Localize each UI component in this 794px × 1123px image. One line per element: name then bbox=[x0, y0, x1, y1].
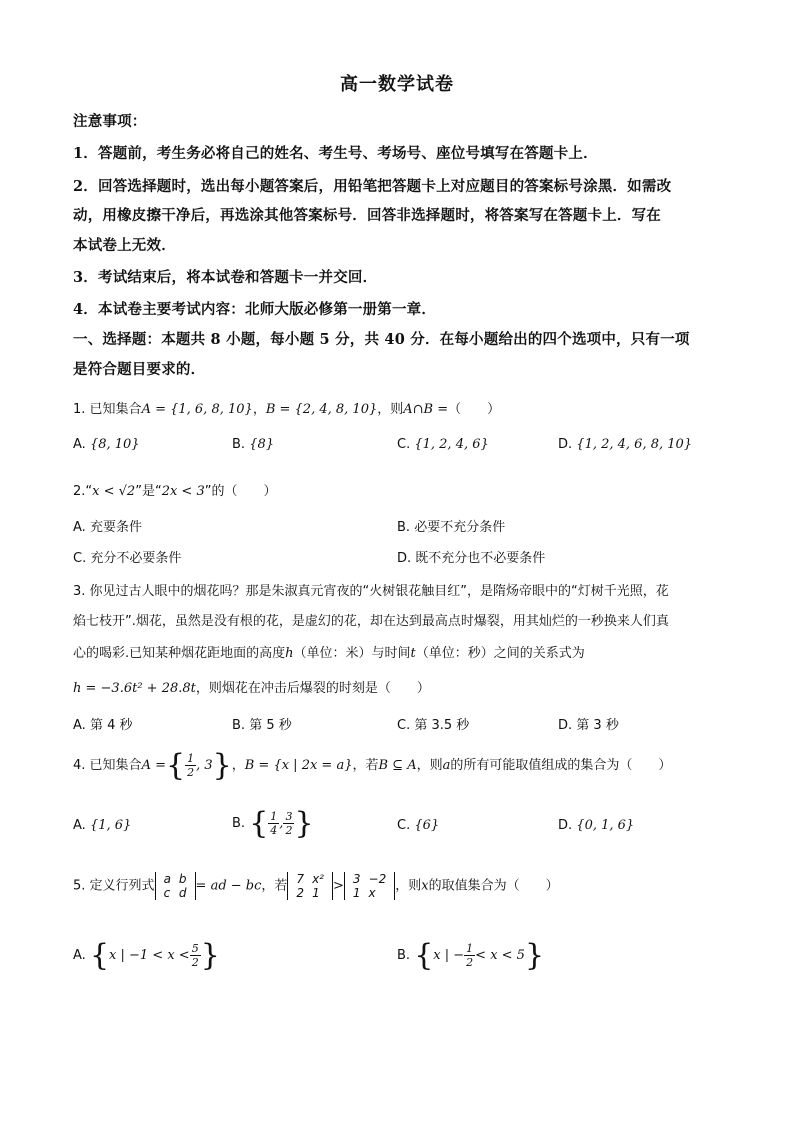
section-heading-line-2: 是符合题目要求的． bbox=[73, 361, 206, 378]
q2-close: ”的（ ） bbox=[204, 484, 277, 499]
q2-open-quote: “ bbox=[85, 484, 93, 499]
q2-number: 2. bbox=[73, 484, 86, 499]
q3-line-3: 心的喝彩.已知某种烟花距地面的高度h（单位：米）与时间t（单位：秒）之间的关系式为 bbox=[73, 646, 585, 661]
q3-formula: h = −3.6t² + 28.8t bbox=[73, 681, 196, 696]
q1-postfix: ，则 bbox=[377, 402, 404, 417]
q3-option-b[interactable]: B. 第 5 秒 bbox=[232, 718, 292, 733]
question-5: 5. 定义行列式 a b c d = ad − bc，若 7 x² 2 1 > 3 −2 1 x ，则x的取值集合为（ ） bbox=[73, 872, 559, 900]
q5-determinant-left: 7 x² 2 1 bbox=[287, 872, 333, 900]
q4-set-b: B = {x | 2x = a} bbox=[244, 758, 353, 773]
q2-option-d[interactable]: D. 既不充分也不必要条件 bbox=[397, 551, 546, 566]
notice-item-4: 4．本试卷主要考试内容：北师大版必修第一册第一章． bbox=[73, 301, 437, 318]
notice-item-1: 1．答题前，考生务必将自己的姓名、考生号、考场号、座位号填写在答题卡上． bbox=[73, 145, 598, 162]
q1-option-c[interactable]: C. {1, 2, 4, 6} bbox=[397, 437, 489, 452]
q2-middle: ”是“ bbox=[135, 484, 162, 499]
q1-set-a: A = {1, 6, 8, 10} bbox=[141, 402, 253, 417]
q1-prefix: 已知集合 bbox=[89, 402, 142, 417]
q3-var-t: t bbox=[410, 646, 416, 661]
q5-option-b[interactable]: B. {x | − $\frac{1}{2}$ < x < 5} bbox=[397, 938, 545, 973]
q1-set-b: B = {2, 4, 8, 10} bbox=[265, 402, 378, 417]
q5-option-a[interactable]: A. {x | −1 < x < $\frac{5}{2}$ } bbox=[73, 938, 220, 973]
question-1 bbox=[73, 398, 723, 417]
notice-item-2-line-1: 2．回答选择题时，选出每小题答案后，用铅笔把答题卡上对应题目的答案标号涂黑．如需改 bbox=[73, 178, 672, 195]
q3-var-h: h bbox=[285, 646, 294, 661]
q3-line-4: h = −3.6t² + 28.8t，则烟花在冲击后爆裂的时刻是（ ） bbox=[73, 681, 430, 696]
q5-determinant-def: a b c d bbox=[155, 872, 196, 900]
q1-number: 1. bbox=[73, 402, 86, 417]
q1-expression: A∩B = bbox=[403, 402, 449, 417]
q3-option-d[interactable]: D. 第 3 秒 bbox=[558, 718, 619, 733]
q4-option-b[interactable]: B. { $\frac{1}{4}$ , $\frac{3}{2}$ } bbox=[232, 806, 314, 841]
q4-fraction-half: $\frac{1}{2}$ bbox=[187, 752, 195, 779]
section-heading-line-1: 一、选择题：本题共 8 小题，每小题 5 分，共 40 分．在每小题给出的四个选项中，只有一项 bbox=[73, 331, 690, 348]
q3-option-a[interactable]: A. 第 4 秒 bbox=[73, 718, 133, 733]
q1-option-a[interactable]: A. {8, 10} bbox=[73, 437, 140, 452]
notice-heading: 注意事项： bbox=[73, 113, 147, 130]
question-2 bbox=[73, 480, 723, 499]
q1-option-b[interactable]: B. {8} bbox=[232, 437, 275, 452]
notice-item-2-line-3: 本试卷上无效． bbox=[73, 237, 176, 254]
q5-determinant-right: 3 −2 1 x bbox=[344, 872, 395, 900]
q3-line-2: 焰七枝开”.烟花，虽然是没有根的花，是虚幻的花，却在达到最高点时爆裂，用其灿烂的一秒换来人们真 bbox=[73, 614, 669, 629]
q1-paren: （ ） bbox=[448, 402, 501, 417]
q2-option-c[interactable]: C. 充分不必要条件 bbox=[73, 551, 182, 566]
q4-subset: B ⊆ A bbox=[378, 758, 417, 773]
q4-option-d[interactable]: D. {0, 1, 6} bbox=[558, 818, 635, 833]
q2-option-a[interactable]: A. 充要条件 bbox=[73, 520, 142, 535]
notice-item-2-line-2: 动，用橡皮擦干净后，再选涂其他答案标号．回答非选择题时，将答案写在答题卡上．写在 bbox=[73, 207, 661, 224]
q4-option-c[interactable]: C. {6} bbox=[397, 818, 440, 833]
question-4: 4. 已知集合A ={ $\frac{1}{2}$ , 3}，B = {x | 2x = a}，若B ⊆ A，则a的所有可能取值组成的集合为（ ） bbox=[73, 748, 672, 783]
notice-item-3: 3．考试结束后，将本试卷和答题卡一并交回． bbox=[73, 269, 378, 286]
q1-separator: ， bbox=[252, 402, 266, 417]
q2-condition-1: x < √2 bbox=[92, 484, 136, 499]
q2-condition-2: 2x < 3 bbox=[161, 484, 205, 499]
q3-option-c[interactable]: C. 第 3.5 秒 bbox=[397, 718, 470, 733]
q2-option-b[interactable]: B. 必要不充分条件 bbox=[397, 520, 506, 535]
page-title: 高一数学试卷 bbox=[340, 74, 454, 95]
q4-option-a[interactable]: A. {1, 6} bbox=[73, 818, 132, 833]
q3-line-1: 3. 你见过古人眼中的烟花吗？那是朱淑真元宵夜的“火树银花触目红”，是隋炀帝眼中的“灯树千光照，花 bbox=[73, 584, 669, 599]
q1-option-d[interactable]: D. {1, 2, 4, 6, 8, 10} bbox=[558, 437, 693, 452]
